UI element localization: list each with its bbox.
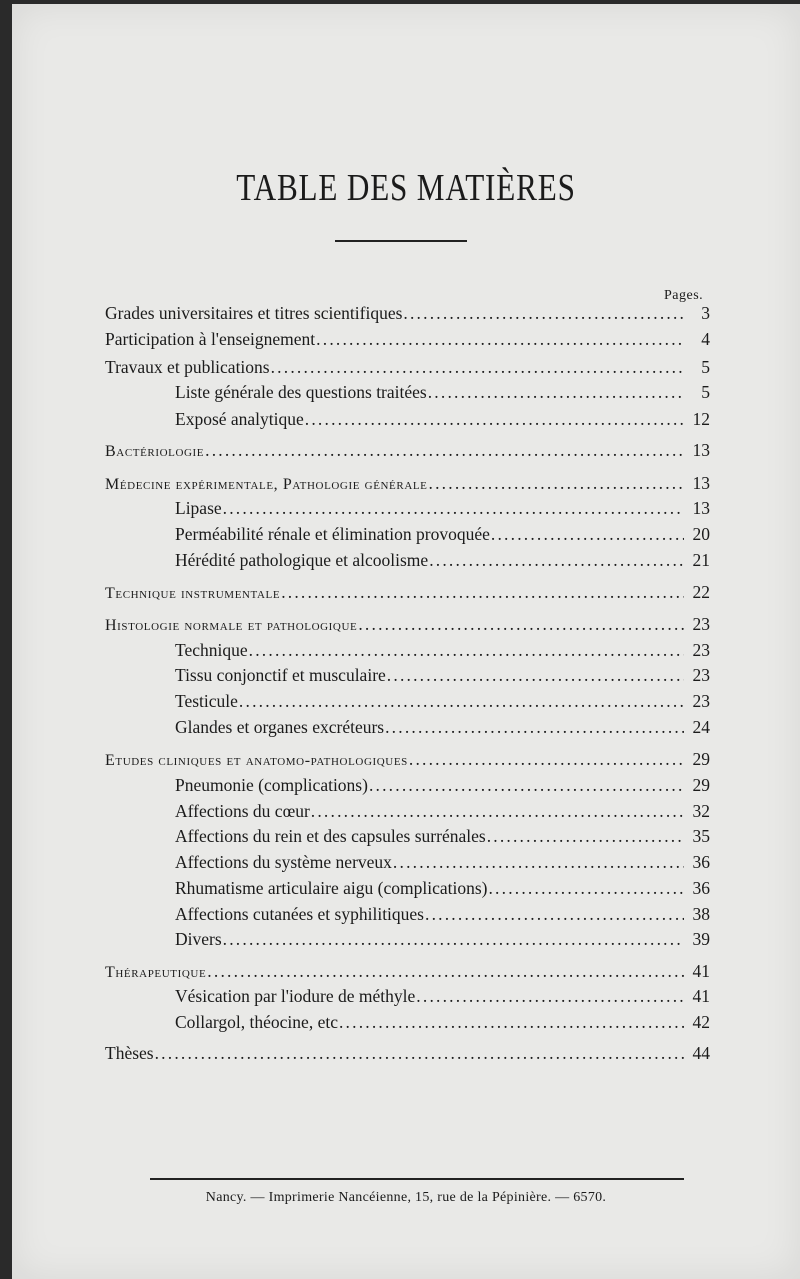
toc-entry-label: Thérapeutique	[105, 964, 207, 981]
toc-entry-label: Histologie normale et pathologique	[105, 617, 358, 634]
toc-entry-page: 5	[701, 382, 710, 402]
document-page	[12, 4, 800, 1279]
toc-entry-label: Perméabilité rénale et élimination provoquée	[175, 524, 490, 544]
toc-entry-page: 20	[692, 524, 710, 544]
toc-entry-label: Exposé analytique	[175, 409, 304, 429]
toc-entry-page: 12	[692, 409, 710, 429]
toc-entry	[105, 357, 710, 381]
toc-entry-page: 13	[692, 473, 710, 493]
toc-entry-page: 35	[692, 826, 710, 846]
toc-entry-page: 23	[692, 640, 710, 660]
toc-entry	[175, 878, 710, 902]
dot-leader	[207, 961, 684, 982]
toc-entry-label: Affections du rein et des capsules surrénales	[175, 826, 486, 846]
dot-leader	[416, 986, 684, 1007]
toc-entry	[175, 691, 710, 715]
toc-entry-label: Affections du système nerveux	[175, 852, 392, 872]
dot-leader	[358, 614, 684, 635]
toc-entry-page: 41	[692, 986, 710, 1006]
footer-divider	[150, 1178, 684, 1180]
toc-entry-label: Affections du cœur	[175, 801, 310, 821]
toc-entry-label: Technique instrumentale	[105, 585, 281, 602]
toc-entry-page: 36	[692, 878, 710, 898]
toc-entry	[175, 409, 710, 433]
toc-entry-page: 5	[701, 357, 710, 377]
toc-entry	[175, 852, 710, 876]
toc-entry-page: 13	[692, 440, 710, 460]
toc-entry	[175, 775, 710, 799]
toc-entry-page: 13	[692, 498, 710, 518]
toc-entry	[105, 1043, 710, 1067]
toc-entry-page: 24	[692, 717, 710, 737]
toc-entry	[175, 801, 710, 825]
dot-leader	[311, 801, 684, 822]
toc-entry	[175, 929, 710, 953]
toc-entry-label: Hérédité pathologique et alcoolisme	[175, 550, 429, 570]
toc-entry-label: Affections cutanées et syphilitiques	[175, 904, 424, 924]
toc-entry	[175, 524, 710, 548]
toc-entry	[105, 473, 710, 497]
dot-leader	[385, 717, 684, 738]
pages-column-header: Pages.	[664, 288, 704, 303]
dot-leader	[271, 357, 684, 378]
toc-entry-label: Participation à l'enseignement	[105, 329, 316, 349]
toc-entry-label: Glandes et organes excréteurs	[175, 717, 385, 737]
toc-entry-label: Thèses	[105, 1043, 154, 1063]
dot-leader	[393, 852, 684, 873]
toc-entry-page: 23	[692, 691, 710, 711]
toc-entry	[175, 665, 710, 689]
toc-entry-label: Technique	[175, 640, 248, 660]
toc-entry-label: Bactériologie	[105, 443, 205, 460]
toc-entry-label: Lipase	[175, 498, 222, 518]
dot-leader	[387, 665, 684, 686]
toc-entry-page: 29	[692, 775, 710, 795]
title-divider	[335, 240, 467, 242]
toc-entry-page: 32	[692, 801, 710, 821]
toc-entry	[175, 382, 710, 406]
toc-entry	[175, 904, 710, 928]
dot-leader	[205, 440, 684, 461]
dot-leader	[429, 550, 684, 571]
toc-entry-label: Liste générale des questions traitées	[175, 382, 427, 402]
dot-leader	[281, 582, 684, 603]
page-title: TABLE DES MATIÈRES	[236, 167, 576, 209]
toc-entry	[175, 826, 710, 850]
dot-leader	[428, 382, 684, 403]
dot-leader	[223, 929, 684, 950]
toc-entry	[105, 329, 710, 353]
toc-entry-page: 23	[692, 665, 710, 685]
toc-entry	[105, 303, 710, 327]
toc-entry-page: 21	[692, 550, 710, 570]
toc-entry-page: 42	[692, 1012, 710, 1032]
toc-entry-label: Grades universitaires et titres scientifiques	[105, 303, 403, 323]
toc-entry-page: 39	[692, 929, 710, 949]
dot-leader	[425, 904, 684, 925]
toc-entry-label: Collargol, théocine, etc	[175, 1012, 338, 1032]
toc-entry-page: 29	[692, 749, 710, 769]
toc-entry	[175, 986, 710, 1010]
toc-entry	[105, 961, 710, 985]
toc-entry	[175, 498, 710, 522]
dot-leader	[491, 524, 684, 545]
toc-entry	[105, 749, 710, 773]
toc-entry-label: Vésication par l'iodure de méthyle	[175, 986, 416, 1006]
dot-leader	[249, 640, 684, 661]
dot-leader	[369, 775, 684, 796]
toc-entry-label: Etudes cliniques et anatomo-pathologiques	[105, 752, 408, 769]
dot-leader	[239, 691, 684, 712]
dot-leader	[403, 303, 684, 324]
toc-entry	[105, 614, 710, 638]
toc-entry-page: 3	[701, 303, 710, 323]
dot-leader	[305, 409, 684, 430]
printer-imprint: Nancy. — Imprimerie Nancéienne, 15, rue de la Pépinière. — 6570.	[205, 1190, 607, 1205]
toc-entry	[175, 640, 710, 664]
dot-leader	[487, 826, 684, 847]
toc-entry-page: 4	[701, 329, 710, 349]
dot-leader	[223, 498, 684, 519]
toc-entry-page: 36	[692, 852, 710, 872]
dot-leader	[155, 1043, 684, 1064]
toc-entry-label: Pneumonie (complications)	[175, 775, 368, 795]
dot-leader	[316, 329, 684, 350]
toc-entry-label: Médecine expérimentale, Pathologie générale	[105, 476, 428, 493]
dot-leader	[409, 749, 684, 770]
toc-entry	[105, 440, 710, 464]
toc-entry	[175, 717, 710, 741]
dot-leader	[339, 1012, 684, 1033]
toc-entry-label: Travaux et publications	[105, 357, 270, 377]
toc-entry-label: Divers	[175, 929, 222, 949]
dot-leader	[488, 878, 684, 899]
toc-entry-page: 22	[692, 582, 710, 602]
toc-entry	[175, 1012, 710, 1036]
toc-entry	[175, 550, 710, 574]
toc-entry-label: Rhumatisme articulaire aigu (complications)	[175, 878, 488, 898]
dot-leader	[429, 473, 684, 494]
toc-entry-page: 23	[692, 614, 710, 634]
toc-entry	[105, 582, 710, 606]
toc-entry-label: Testicule	[175, 691, 238, 711]
toc-entry-page: 41	[692, 961, 710, 981]
toc-entry-page: 44	[692, 1043, 710, 1063]
toc-entry-page: 38	[692, 904, 710, 924]
toc-entry-label: Tissu conjonctif et musculaire	[175, 665, 386, 685]
